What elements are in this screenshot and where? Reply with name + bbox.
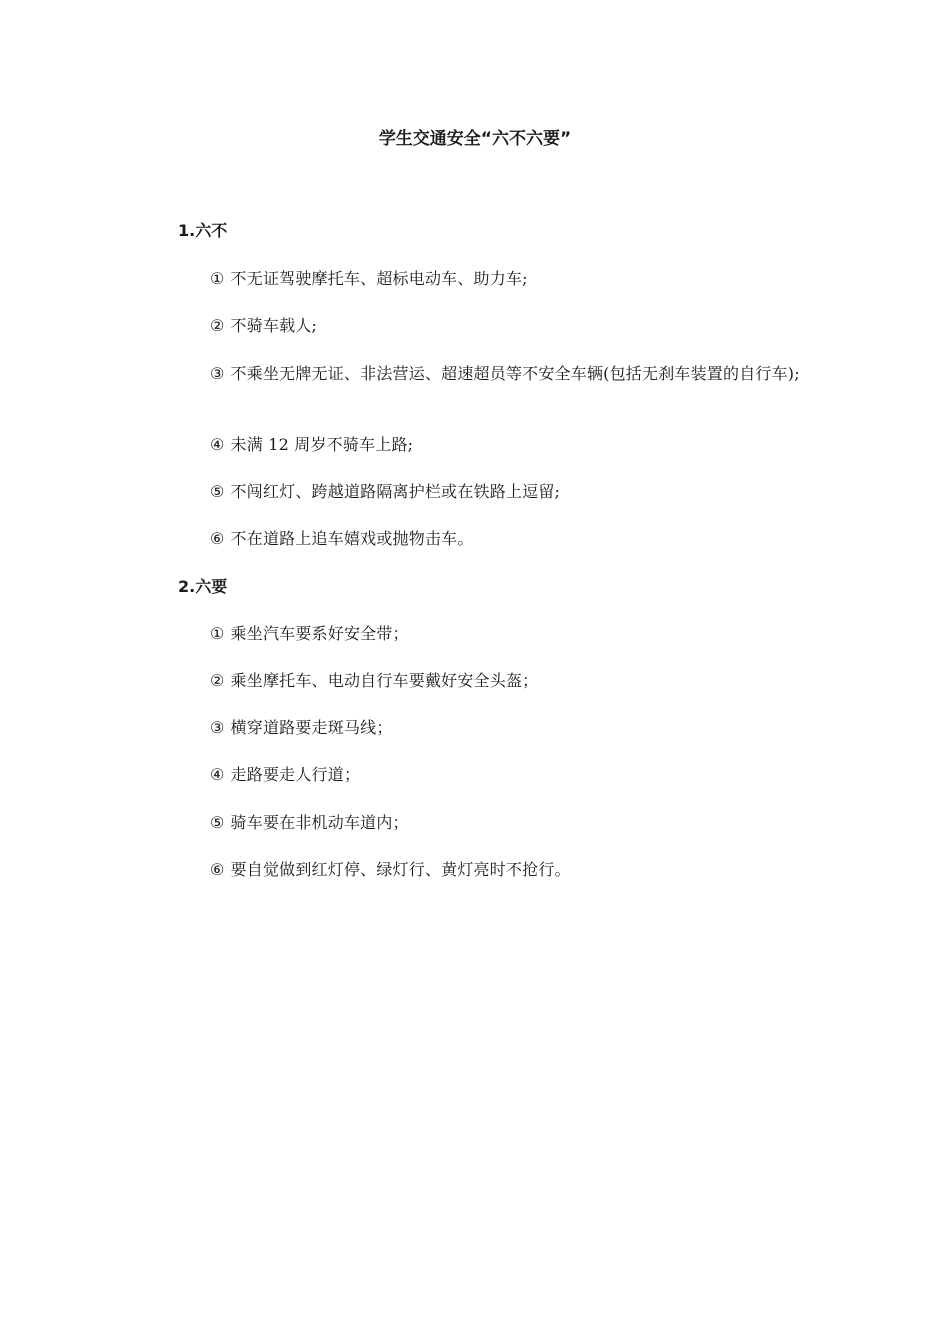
section-heading-six-donts: 1.六不 (178, 221, 228, 240)
list-item (146, 622, 818, 646)
item-marker: ⑤ (210, 482, 225, 501)
list-item (146, 716, 818, 740)
item-text: 横穿道路要走斑马线； (230, 718, 393, 737)
item-text: 不在道路上追车嬉戏或抛物击车。 (230, 529, 474, 548)
list-item (146, 433, 818, 457)
item-text: 不乘坐无牌无证、非法营运、超速超员等不安全车辆(包括无刹车装置的自行车); (230, 364, 800, 383)
item-text: 不闯红灯、跨越道路隔离护栏或在铁路上逗留; (230, 482, 561, 501)
item-text: 未满 12 周岁不骑车上路; (230, 435, 414, 454)
list-item (146, 669, 818, 693)
item-marker: ③ (210, 364, 225, 383)
item-marker: ② (210, 316, 225, 335)
item-marker: ① (210, 624, 225, 643)
list-item (146, 267, 818, 291)
item-marker: ② (210, 671, 225, 690)
item-marker: ④ (210, 765, 225, 784)
list-item (146, 314, 818, 338)
list-item (146, 811, 818, 835)
item-text: 不骑车载人; (230, 316, 318, 335)
page-title: 学生交通安全“六不六要” (378, 129, 572, 149)
item-text: 乘坐摩托车、电动自行车要戴好安全头盔； (230, 671, 539, 690)
list-item (146, 763, 818, 787)
item-text: 走路要走人行道； (230, 765, 361, 784)
list-item (146, 858, 818, 882)
item-text: 要自觉做到红灯停、绿灯行、黄灯亮时不抢行。 (230, 860, 571, 879)
section-heading-six-dos: 2.六要 (178, 577, 228, 596)
item-marker: ⑥ (210, 529, 225, 548)
item-text: 乘坐汽车要系好安全带； (230, 624, 409, 643)
item-text: 骑车要在非机动车道内； (230, 813, 409, 832)
item-marker: ⑤ (210, 813, 225, 832)
item-marker: ⑥ (210, 860, 225, 879)
list-item (146, 480, 818, 504)
item-marker: ④ (210, 435, 225, 454)
list-item (146, 362, 818, 386)
list-item (146, 527, 818, 551)
item-marker: ① (210, 269, 225, 288)
item-marker: ③ (210, 718, 225, 737)
item-text: 不无证驾驶摩托车、超标电动车、助力车; (230, 269, 528, 288)
